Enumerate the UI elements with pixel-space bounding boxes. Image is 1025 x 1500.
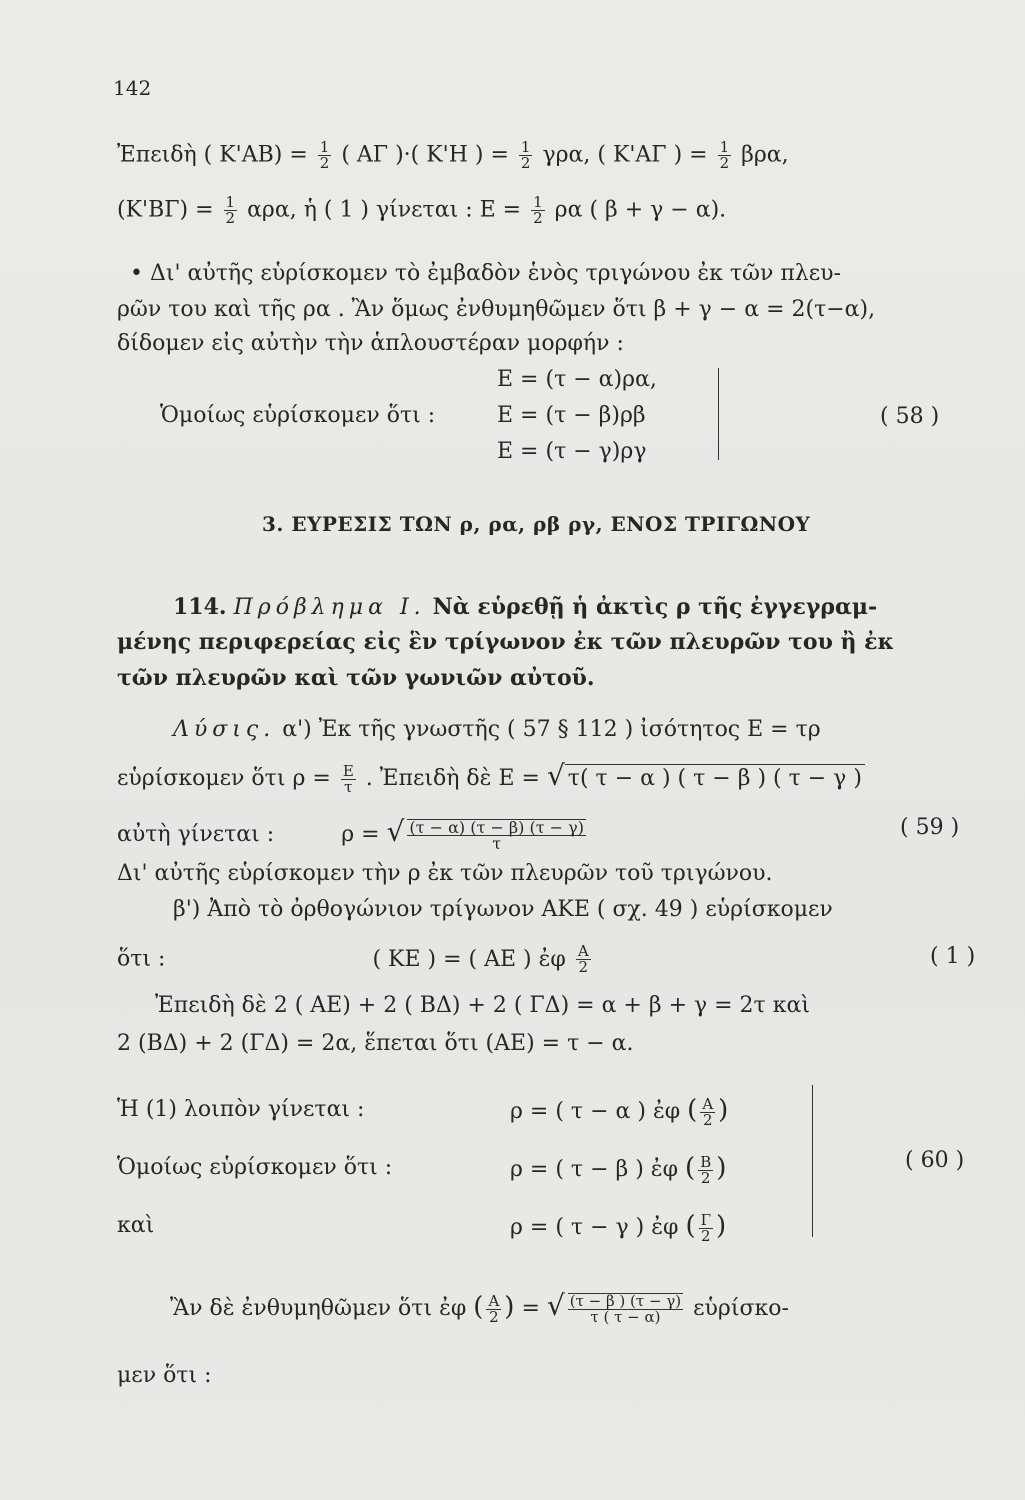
solution-line-2 <box>117 759 865 796</box>
fraction-59: $\frac{(\tau - \alpha) (\tau - \beta) (\tau - \gamma)}{\tau}$ <box>409 818 584 853</box>
line2-prefix: (Κ'ΒΓ) = <box>117 197 214 223</box>
sol3-rho: ρ = <box>341 822 380 847</box>
eq1-number: ( 1 ) <box>930 944 976 969</box>
fraction-E-tau: $\frac{E}{\tau}$ <box>342 761 354 796</box>
solution-line-8: 2 (ΒΔ) + 2 (ΓΔ) = 2α, ἕπεται ὅτι (ΑΕ) = τ − α. <box>117 1031 634 1056</box>
line1-end: βρα, <box>741 142 789 168</box>
text-line-5: δίδομεν εἰς αὐτὴν τὴν ἁπλουστέραν μορφήν : <box>117 331 624 356</box>
line2-end: ρα ( β + γ − α). <box>554 197 727 223</box>
line1-mid2: γρα, ( Κ'ΑΓ ) = <box>542 142 708 168</box>
solution-line-7: Ἐπειδὴ δὲ 2 ( ΑΕ) + 2 ( ΒΔ) + 2 ( ΓΔ) = α + β + γ = 2τ καὶ <box>155 993 810 1018</box>
eq59-number: ( 59 ) <box>900 815 960 840</box>
problem-word: Πρόβλημα Ι. <box>233 595 426 620</box>
last-prefix: Ἂν δὲ ἐνθυμηθῶμεν ὅτι ἐφ <box>170 1296 467 1321</box>
fraction-half: $\frac{1}{2}$ <box>225 193 236 227</box>
problem-line-1 <box>173 593 877 622</box>
page-number: 142 <box>113 76 152 100</box>
eq60-row-1: ρ = ( τ − α ) ἐφ ( $\frac{A}{2}$ ) <box>510 1094 729 1129</box>
problem-text-1: Νὰ εὑρεθῇ ἡ ἀκτὶς ρ τῆς ἐγγεγραμ- <box>432 594 878 620</box>
sol6-mid: ( ΚΕ ) = ( ΑΕ ) ἐφ <box>372 946 566 972</box>
solution-line-5: β') Ἀπὸ τὸ ὀρθογώνιον τρίγωνον ΑΚΕ ( σχ. 49 ) εὑρίσκομεν <box>173 897 833 922</box>
last-suffix: εὑρίσκο- <box>693 1296 789 1321</box>
problem-line-2: μένης περιφερείας εἰς ἓν τρίγωνον ἐκ τῶν πλευρῶν του ἢ ἐκ <box>117 629 895 655</box>
fraction-half: $\frac{1}{2}$ <box>533 193 543 227</box>
fraction-B-2: $\frac{B}{2}$ <box>700 1152 712 1187</box>
fraction-half: $\frac{1}{2}$ <box>520 138 531 172</box>
solution-line-3 <box>117 815 589 853</box>
solution-line-1 <box>173 716 821 744</box>
sol2-radicand: τ( τ − α ) ( τ − β ) ( τ − γ ) <box>565 764 865 793</box>
eq60-row-3: ρ = ( τ − γ ) ἐφ ( $\frac{\Gamma}{2}$ ) <box>510 1210 727 1245</box>
line1-prefix: Ἐπειδὴ ( Κ'ΑΒ) = <box>117 142 308 168</box>
eq58-brace <box>718 368 719 460</box>
fraction-A-2: $\frac{A}{2}$ <box>488 1291 500 1326</box>
line1-mid: ( ΑΓ )·( Κ'Η ) = <box>341 142 509 168</box>
eq58-label: Ὁμοίως εὑρίσκομεν ὅτι : <box>160 403 436 428</box>
sqrt-sign: √ <box>546 1289 565 1322</box>
solution-text-1: α') Ἐκ τῆς γνωστῆς ( 57 § 112 ) ἰσότητος Ε = τρ <box>282 717 821 742</box>
solution-word: Λύσις. <box>173 717 276 742</box>
problem-number: 114. <box>173 594 227 620</box>
eq60-row-2: ρ = ( τ − β ) ἐφ ( $\frac{B}{2}$ ) <box>510 1152 727 1187</box>
text-line-2 <box>117 195 726 226</box>
text-line-3: • Δι' αὐτῆς εὑρίσκομεν τὸ ἐμβαδὸν ἑνὸς τριγώνου ἐκ τῶν πλευ- <box>130 261 841 286</box>
text-line-4: ρῶν του καὶ τῆς ρα . Ἂν ὅμως ἐνθυμηθῶμεν ὅτι β + γ − α = 2(τ−α), <box>117 297 876 322</box>
eq58-line-c: Ε = (τ − γ)ργ <box>497 439 647 464</box>
sqrt-sign: √ <box>546 759 565 792</box>
sqrt-sign: √ <box>386 815 405 848</box>
eq58-line-a: Ε = (τ − α)ρα, <box>497 367 657 392</box>
text-line-1 <box>117 140 789 171</box>
fraction-half: $\frac{1}{2}$ <box>319 138 330 172</box>
sol2-mid: . Ἐπειδὴ δὲ Ε = <box>365 766 540 791</box>
fraction-A-2: $\frac{A}{2}$ <box>577 942 589 976</box>
sol2-prefix: εὑρίσκομεν ὅτι ρ = <box>117 766 331 791</box>
last-line-2: μεν ὅτι : <box>117 1363 212 1388</box>
eq60-label-3: καὶ <box>117 1213 155 1238</box>
eq58-line-b: Ε = (τ − β)ρβ <box>497 403 646 428</box>
eq58-number: ( 58 ) <box>880 404 940 429</box>
last-line: Ἂν δὲ ἐνθυμηθῶμεν ὅτι ἐφ ( $\frac{A}{2}$ ) = √ $\frac{(\tau - \beta ) (\tau - \gamma)}{\tau ( \tau - \alpha)}$ εὑρίσκο- <box>170 1289 789 1326</box>
fraction-tan-half: $\frac{(\tau - \beta ) (\tau - \gamma)}{\tau ( \tau - \alpha)}$ <box>569 1292 682 1326</box>
fraction-A-2: $\frac{A}{2}$ <box>702 1094 714 1129</box>
eq60-label-2: Ὁμοίως εὑρίσκομεν ὅτι : <box>117 1155 393 1180</box>
fraction-G-2: $\frac{\Gamma}{2}$ <box>700 1210 712 1245</box>
fraction-half: $\frac{1}{2}$ <box>719 138 730 172</box>
solution-line-6 <box>117 944 594 975</box>
section-heading: 3. ΕΥΡΕΣΙΣ ΤΩΝ ρ, ρα, ρβ ργ, ΕΝΟΣ ΤΡΙΓΩΝΟΥ <box>262 512 811 536</box>
eq60-label-1: Ἡ (1) λοιπὸν γίνεται : <box>117 1097 365 1122</box>
sol6-prefix: ὅτι : <box>117 946 166 972</box>
problem-line-3: τῶν πλευρῶν καὶ τῶν γωνιῶν αὐτοῦ. <box>117 665 595 691</box>
eq60-number: ( 60 ) <box>905 1148 965 1173</box>
eq60-brace <box>812 1085 813 1237</box>
solution-line-4: Δι' αὐτῆς εὑρίσκομεν τὴν ρ ἐκ τῶν πλευρῶν τοῦ τριγώνου. <box>117 861 773 886</box>
line2-mid: αρα, ἡ ( 1 ) γίνεται : Ε = <box>247 197 522 223</box>
sol3-prefix: αὐτὴ γίνεται : <box>117 822 275 847</box>
